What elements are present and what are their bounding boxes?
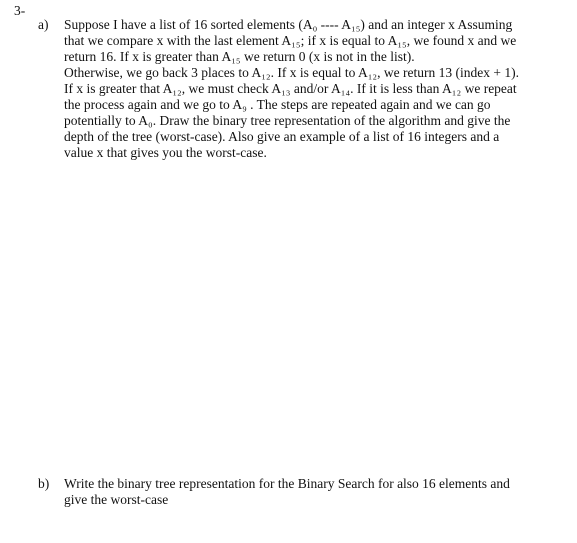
part-a-line: the process again and we go to A₉ . The steps are repeated again and we can go xyxy=(64,97,491,112)
part-b-line: Write the binary tree representation for the Binary Search for also 16 elements and xyxy=(64,476,510,491)
part-b-marker: b) xyxy=(38,476,50,491)
part-a-line: Otherwise, we go back 3 places to A₁₂. If x is equal to A₁₂, we return 13 (index + 1). xyxy=(64,65,519,80)
part-b xyxy=(38,476,574,508)
part-a-line: return 16. If x is greater than A₁₅ we return 0 (x is not in the list). xyxy=(64,49,415,64)
part-a-marker: a) xyxy=(38,17,49,32)
question-number: 3- xyxy=(14,3,26,18)
part-a-line: that we compare x with the last element A₁₅; if x is equal to A₁₅, we found x and we xyxy=(64,33,517,48)
part-a-text xyxy=(64,17,574,161)
part-a-line: value x that gives you the worst-case. xyxy=(64,145,267,160)
part-a xyxy=(38,17,574,161)
part-b-line: give the worst-case xyxy=(64,492,169,507)
part-a-line: depth of the tree (worst-case). Also give an example of a list of 16 integers and a xyxy=(64,129,500,144)
part-a-line: If x is greater that A₁₂, we must check A₁₃ and/or A₁₄. If it is less than A₁₂ we repeat xyxy=(64,81,517,96)
part-a-line: Suppose I have a list of 16 sorted elements (A₀ ---- A₁₅) and an integer x Assuming xyxy=(64,17,513,32)
part-b-text xyxy=(64,476,574,508)
part-a-line: potentially to A₀. Draw the binary tree representation of the algorithm and give the xyxy=(64,113,511,128)
